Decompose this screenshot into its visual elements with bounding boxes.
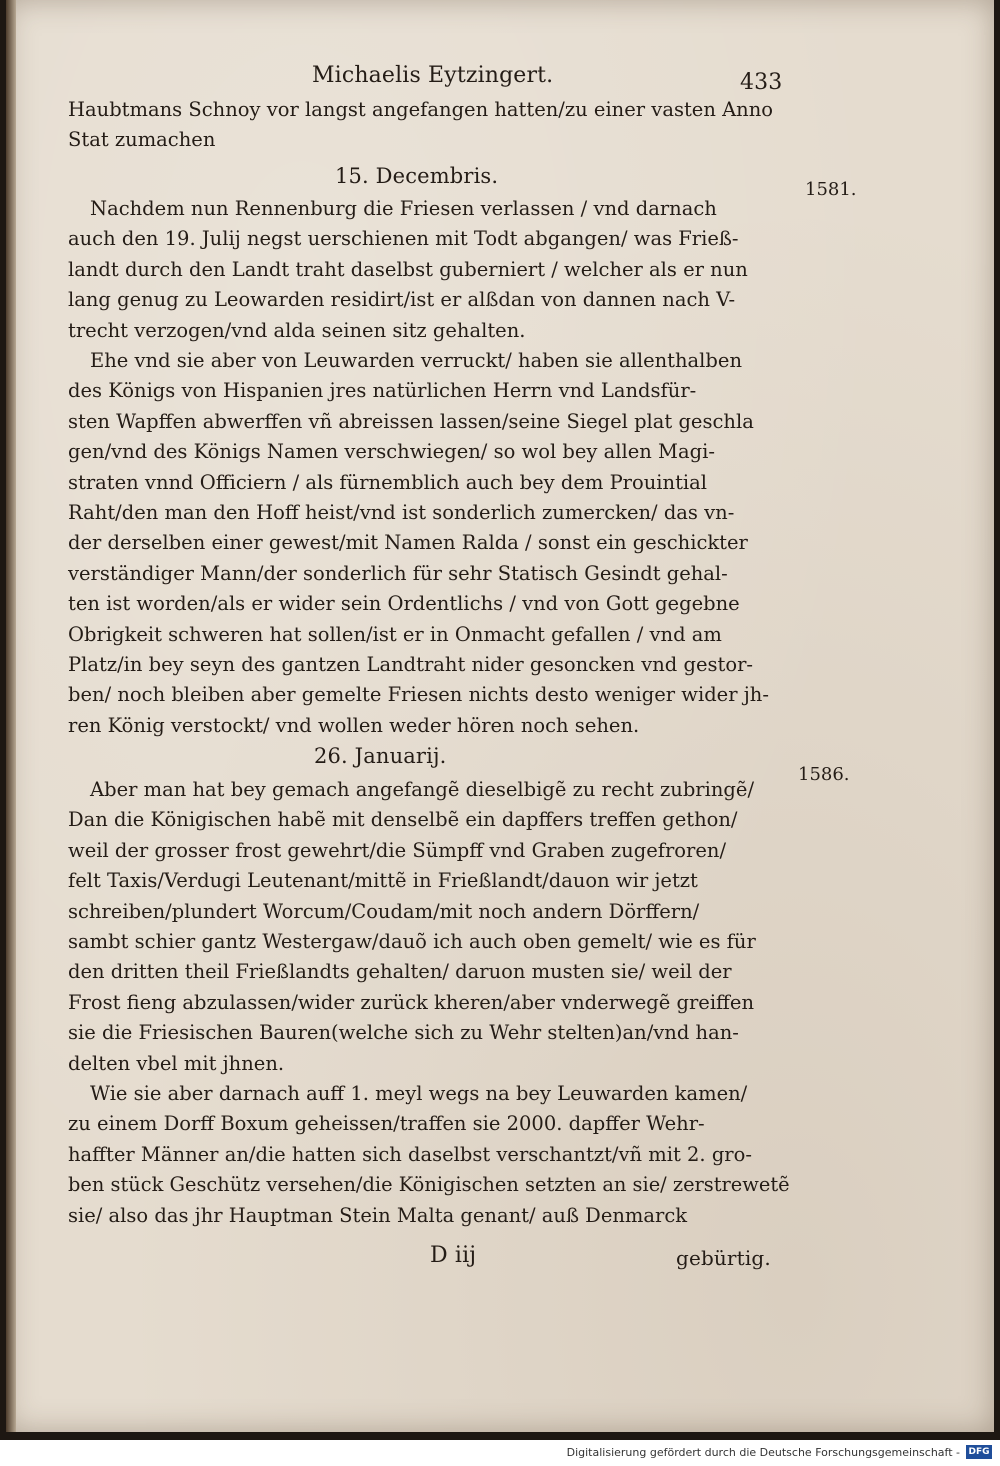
text-line: sie die Friesischen Bauren(welche sich zu Wehr stelten)an/vnd han- (68, 1021, 739, 1045)
text-line: straten vnnd Officiern / als fürnemblich auch bey dem Prouintial (68, 470, 708, 494)
date-heading: 26. Januarij. (314, 744, 447, 768)
text-line: schreiben/plundert Worcum/Coudam/mit noch andern Dörffern/ (68, 899, 700, 923)
text-line: Obrigkeit schweren hat sollen/ist er in Onmacht gefallen / vnd am (68, 622, 722, 646)
dfg-logo-icon: DFG (966, 1445, 992, 1459)
credit-text: Digitalisierung gefördert durch die Deutsche Forschungsgemeinschaft - (566, 1446, 960, 1459)
text-line: gen/vnd des Königs Namen verschwiegen/ so wol bey allen Magi- (68, 440, 715, 464)
text-line: haffter Männer an/die hatten sich daselbst verschantzt/vñ mit 2. gro- (68, 1142, 752, 1166)
text-line: delten vbel mit jhnen. (68, 1051, 285, 1075)
text-line: ben stück Geschütz versehen/die Königischen setzten an sie/ zerstrewetẽ (68, 1173, 790, 1197)
margin-year: 1581. (805, 179, 857, 200)
page-binding-edge (6, 0, 16, 1432)
text-line: sambt schier gantz Westergaw/dauõ ich auch oben gemelt/ wie es für (68, 930, 756, 953)
text-line: Frost fieng abzulassen/wider zurück kheren/aber vnderwegẽ greiffen (68, 990, 755, 1014)
text-line: Nachdem nun Rennenburg die Friesen verlassen / vnd darnach (90, 197, 717, 220)
text-line: Stat zumachen (68, 128, 216, 151)
text-line: Raht/den man den Hoff heist/vnd ist sonderlich zumercken/ das vn- (68, 501, 735, 524)
margin-year: 1586. (798, 764, 850, 785)
text-line: Dan die Königischen habẽ mit denselbẽ ein dapffers treffen gethon/ (68, 808, 738, 832)
text-line: der derselben einer gewest/mit Namen Ralda / sonst ein geschickter (68, 531, 748, 555)
text-line: des Königs von Hispanien jres natürlichen Herrn vnd Landsfür- (68, 379, 697, 403)
text-line: felt Taxis/Verdugi Leutenant/mittẽ in Frießlandt/dauon wir jetzt (68, 869, 698, 893)
text-line: zu einem Dorff Boxum geheissen/traffen sie 2000. dapffer Wehr- (68, 1112, 705, 1136)
text-line: Ehe vnd sie aber von Leuwarden verruckt/ haben sie allenthalben (90, 349, 743, 372)
running-title: Michaelis Eytzingert. (312, 63, 554, 88)
text-line: landt durch den Landt traht daselbst guberniert / welcher als er nun (68, 257, 748, 281)
credit-bar (0, 1440, 1000, 1466)
text-line: Wie sie aber darnach auff 1. meyl wegs na bey Leuwarden kamen/ (90, 1082, 748, 1105)
text-line: ben/ noch bleiben aber gemelte Friesen nichts desto weniger wider jh- (68, 683, 769, 707)
text-line: ten ist worden/als er wider sein Ordentlichs / vnd von Gott gegebne (68, 592, 740, 616)
page-number: 433 (740, 70, 783, 95)
text-line: sie/ also das jhr Hauptman Stein Malta genant/ auß Denmarck (68, 1203, 688, 1227)
text-line: lang genug zu Leowarden residirt/ist er alßdan von dannen nach V- (68, 288, 736, 312)
catchword: gebürtig. (676, 1246, 771, 1270)
date-heading: 15. Decembris. (335, 164, 499, 188)
text-line: ren König verstockt/ vnd wollen weder hören noch sehen. (68, 713, 640, 737)
text-line: Haubtmans Schnoy vor langst angefangen hatten/zu einer vasten Anno (68, 98, 774, 121)
text-line: weil der grosser frost gewehrt/die Sümpff vnd Graben zugefroren/ (68, 838, 727, 862)
signature-mark: D iij (430, 1243, 477, 1268)
text-line: trecht verzogen/vnd alda seinen sitz gehalten. (68, 318, 526, 342)
text-line: den dritten theil Frießlandts gehalten/ daruon musten sie/ weil der (68, 960, 732, 984)
text-line: verständiger Mann/der sonderlich für sehr Statisch Gesindt gehal- (68, 561, 728, 585)
text-line: Aber man hat bey gemach angefangẽ dieselbigẽ zu recht zubringẽ/ (90, 778, 755, 801)
text-line: sten Wapffen abwerffen vñ abreissen lassen/seine Siegel plat geschla (68, 409, 754, 433)
text-line: auch den 19. Julij negst uerschienen mit Todt abgangen/ was Frieß- (68, 227, 739, 251)
text-line: Platz/in bey seyn des gantzen Landtraht nider gesoncken vnd gestor- (68, 653, 753, 676)
